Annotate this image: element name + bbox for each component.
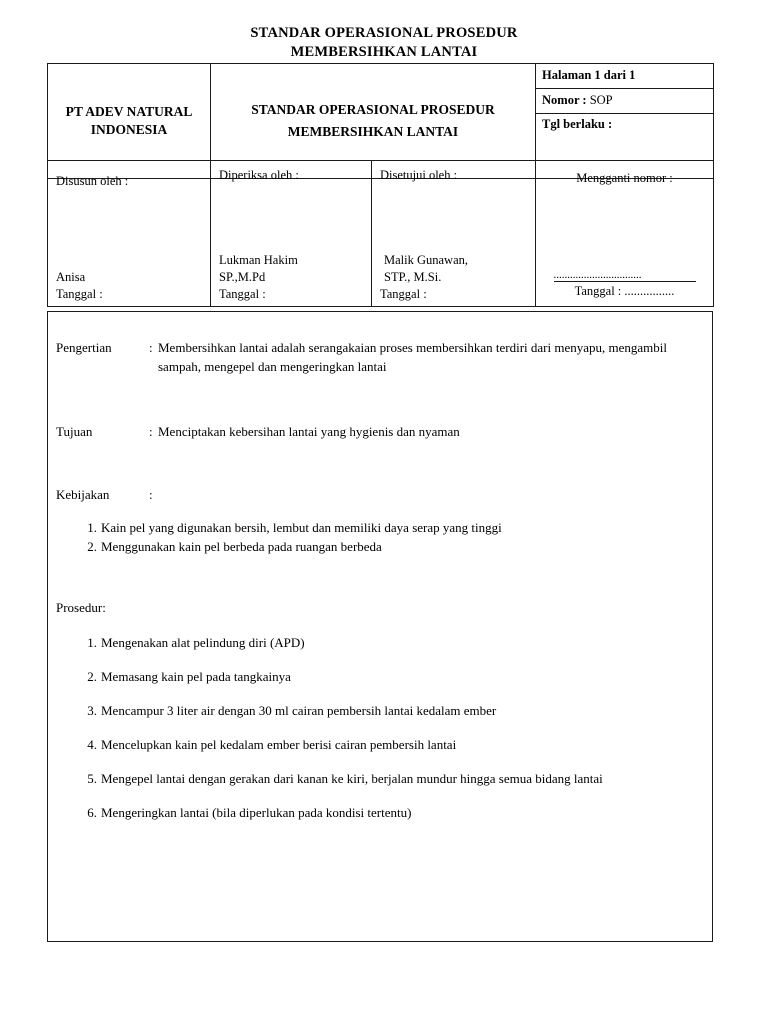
mengganti-nomor-dotted-line: ................................ bbox=[554, 269, 696, 282]
prosedur-item-1-text: Mengenakan alat pelindung diri (APD) bbox=[101, 635, 305, 650]
pengertian-colon: : bbox=[149, 340, 153, 355]
nomor-cell bbox=[536, 89, 714, 114]
pengertian-value: Membersihkan lantai adalah serangakaian proses membersihkan terdiri dari menyapu, mengambil sampah, mengepel dan mengeringkan lantai bbox=[158, 340, 667, 374]
nomor-label: Nomor : bbox=[542, 93, 587, 107]
tujuan-colon: : bbox=[149, 424, 153, 439]
document-title-line2: MEMBERSIHKAN LANTAI bbox=[290, 44, 478, 60]
document-title-line1: STANDAR OPERASIONAL PROSEDUR bbox=[250, 25, 518, 41]
disetujui-oleh-cell bbox=[372, 161, 536, 307]
disetujui-oleh-name-line2: STP., M.Si. bbox=[384, 270, 442, 284]
disusun-oleh-label: Disusun oleh : bbox=[56, 174, 129, 188]
prosedur-item-3-text: Mencampur 3 liter air dengan 30 ml cairan pembersih lantai kedalam ember bbox=[101, 703, 497, 718]
kebijakan-item-1-text: Kain pel yang digunakan bersih, lembut dan memiliki daya serap yang tinggi bbox=[101, 520, 502, 535]
document-body-box bbox=[47, 311, 713, 942]
disusun-oleh-block bbox=[56, 269, 103, 303]
list-item bbox=[48, 769, 712, 788]
sop-title-line1: STANDAR OPERASIONAL PROSEDUR bbox=[251, 102, 495, 117]
signature-table bbox=[47, 160, 714, 307]
kebijakan-colon: : bbox=[149, 487, 153, 502]
prosedur-label: Prosedur: bbox=[56, 600, 106, 615]
prosedur-item-4-text: Mencelupkan kain pel kedalam ember berisi cairan pembersih lantai bbox=[101, 737, 457, 752]
list-item bbox=[48, 701, 712, 720]
diperiksa-oleh-label: Diperiksa oleh : bbox=[219, 168, 299, 182]
disusun-oleh-cell bbox=[48, 161, 211, 307]
disetujui-oleh-name-line1: Malik Gunawan, bbox=[384, 253, 469, 267]
list-item bbox=[48, 803, 712, 822]
mengganti-nomor-cell bbox=[536, 161, 714, 307]
mengganti-nomor-tanggal: Tanggal : ................ bbox=[574, 284, 675, 298]
tujuan-value: Menciptakan kebersihan lantai yang hygienis dan nyaman bbox=[158, 424, 460, 439]
sop-title-line2: MEMBERSIHKAN LANTAI bbox=[287, 124, 459, 139]
prosedur-item-2-number: 2. bbox=[87, 669, 97, 684]
prosedur-item-5-text: Mengepel lantai dengan gerakan dari kanan ke kiri, berjalan mundur hingga semua bidang lantai bbox=[101, 771, 603, 786]
prosedur-item-5-number: 5. bbox=[87, 771, 97, 786]
list-item bbox=[48, 633, 712, 652]
prosedur-item-3-number: 3. bbox=[87, 703, 97, 718]
mengganti-nomor-block bbox=[536, 269, 713, 300]
kebijakan-item-2-text: Menggunakan kain pel berbeda pada ruangan berbeda bbox=[101, 539, 382, 554]
diperiksa-oleh-name-line1: Lukman Hakim bbox=[219, 253, 298, 267]
kebijakan-item-1-number: 1. bbox=[87, 520, 97, 535]
diperiksa-oleh-tanggal: Tanggal : bbox=[219, 287, 266, 301]
list-item bbox=[48, 537, 712, 556]
company-name-line2: INDONESIA bbox=[90, 122, 168, 137]
disusun-oleh-tanggal: Tanggal : bbox=[56, 287, 103, 301]
tujuan-label: Tujuan bbox=[56, 424, 93, 439]
mengganti-nomor-label: Mengganti nomor : bbox=[576, 171, 673, 185]
kebijakan-item-2-number: 2. bbox=[87, 539, 97, 554]
disetujui-oleh-label: Disetujui oleh : bbox=[380, 168, 458, 182]
prosedur-item-1-number: 1. bbox=[87, 635, 97, 650]
halaman-text: Halaman 1 dari 1 bbox=[542, 68, 636, 82]
disetujui-oleh-tanggal: Tanggal : bbox=[380, 287, 427, 301]
kebijakan-label: Kebijakan bbox=[56, 487, 110, 502]
disusun-oleh-name: Anisa bbox=[56, 270, 86, 284]
diperiksa-oleh-cell bbox=[211, 161, 372, 307]
diperiksa-oleh-name-line2: SP.,M.Pd bbox=[219, 270, 266, 284]
pengertian-label: Pengertian bbox=[56, 340, 112, 355]
prosedur-item-4-number: 4. bbox=[87, 737, 97, 752]
prosedur-item-6-number: 6. bbox=[87, 805, 97, 820]
disetujui-oleh-block bbox=[380, 252, 468, 303]
kebijakan-list bbox=[48, 518, 712, 556]
prosedur-item-2-text: Memasang kain pel pada tangkainya bbox=[101, 669, 291, 684]
list-item bbox=[48, 735, 712, 754]
diperiksa-oleh-block bbox=[219, 252, 298, 303]
document-title-block bbox=[0, 24, 768, 62]
halaman-cell bbox=[536, 64, 714, 89]
nomor-value: SOP bbox=[589, 93, 613, 107]
list-item bbox=[48, 667, 712, 686]
company-name-line1: PT ADEV NATURAL bbox=[65, 104, 193, 119]
prosedur-list bbox=[48, 633, 712, 822]
tgl-berlaku-label: Tgl berlaku : bbox=[542, 117, 613, 131]
prosedur-item-6-text: Mengeringkan lantai (bila diperlukan pada kondisi tertentu) bbox=[101, 805, 412, 820]
list-item bbox=[48, 518, 712, 537]
